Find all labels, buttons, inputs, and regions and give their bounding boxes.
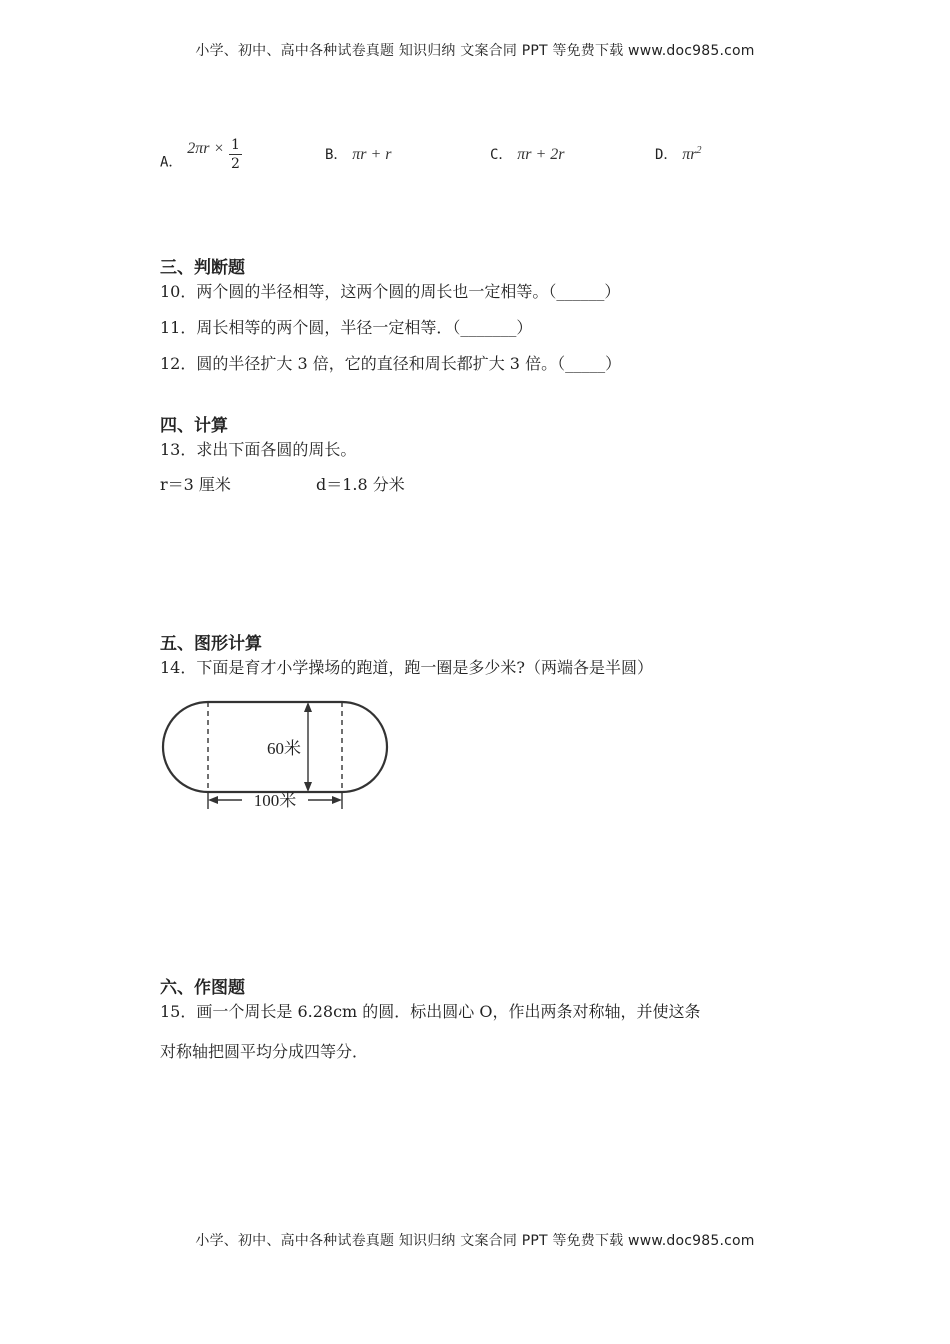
fraction-denominator: 2 (231, 156, 240, 172)
page-header: 小学、初中、高中各种试卷真题 知识归纳 文案合同 PPT 等免费下载 www.doc985.com (195, 43, 755, 59)
option-c-letter: C． (490, 147, 513, 163)
section-4-title: 四、计算 (160, 416, 228, 436)
option-b (325, 144, 391, 164)
question-15-line-1: 15．画一个周长是 6.28cm 的圆．标出圆心 O，作出两条对称轴，并使这条 (160, 1002, 701, 1021)
option-c-expr: πr + 2r (517, 146, 565, 163)
option-d-expr: πr (682, 146, 697, 163)
width-arrow-right-head (332, 796, 342, 804)
section-3-title: 三、判断题 (160, 258, 245, 278)
diameter-value: d＝1.8 分米 (316, 475, 405, 494)
section-6-title: 六、作图题 (160, 978, 245, 998)
section-5-title: 五、图形计算 (160, 634, 262, 654)
option-a-fraction (229, 136, 242, 173)
option-a-letter: A． (160, 154, 183, 171)
running-track-figure (160, 692, 400, 822)
question-14: 14．下面是育才小学操场的跑道，跑一圈是多少米?（两端各是半圆） (160, 658, 653, 677)
question-13: 13．求出下面各圆的周长。 (160, 440, 357, 459)
option-b-expr: πr + r (352, 146, 392, 163)
height-label: 60米 (267, 739, 301, 758)
height-arrow-top-head (304, 702, 312, 712)
fraction-numerator: 1 (231, 137, 240, 153)
option-d (655, 144, 701, 164)
question-11: 11．周长相等的两个圆，半径一定相等．（_______） (160, 318, 533, 337)
width-label: 100米 (253, 791, 297, 810)
radius-value: r＝3 厘米 (160, 475, 231, 494)
option-a (160, 137, 242, 181)
width-arrow-left-head (208, 796, 218, 804)
page-footer: 小学、初中、高中各种试卷真题 知识归纳 文案合同 PPT 等免费下载 www.doc985.com (195, 1233, 755, 1249)
question-10: 10．两个圆的半径相等，这两个圆的周长也一定相等。（______） (160, 282, 621, 301)
option-d-exponent: 2 (696, 145, 702, 156)
question-15-line-2: 对称轴把圆平均分成四等分． (160, 1042, 369, 1061)
height-arrow-bottom-head (304, 782, 312, 792)
option-b-letter: B． (325, 147, 348, 163)
option-d-letter: D． (655, 147, 678, 163)
question-12: 12．圆的半径扩大 3 倍，它的直径和周长都扩大 3 倍。（_____） (160, 354, 622, 373)
answer-options (160, 118, 860, 172)
option-a-expr: 2πr × (187, 139, 225, 157)
option-c (490, 144, 564, 164)
